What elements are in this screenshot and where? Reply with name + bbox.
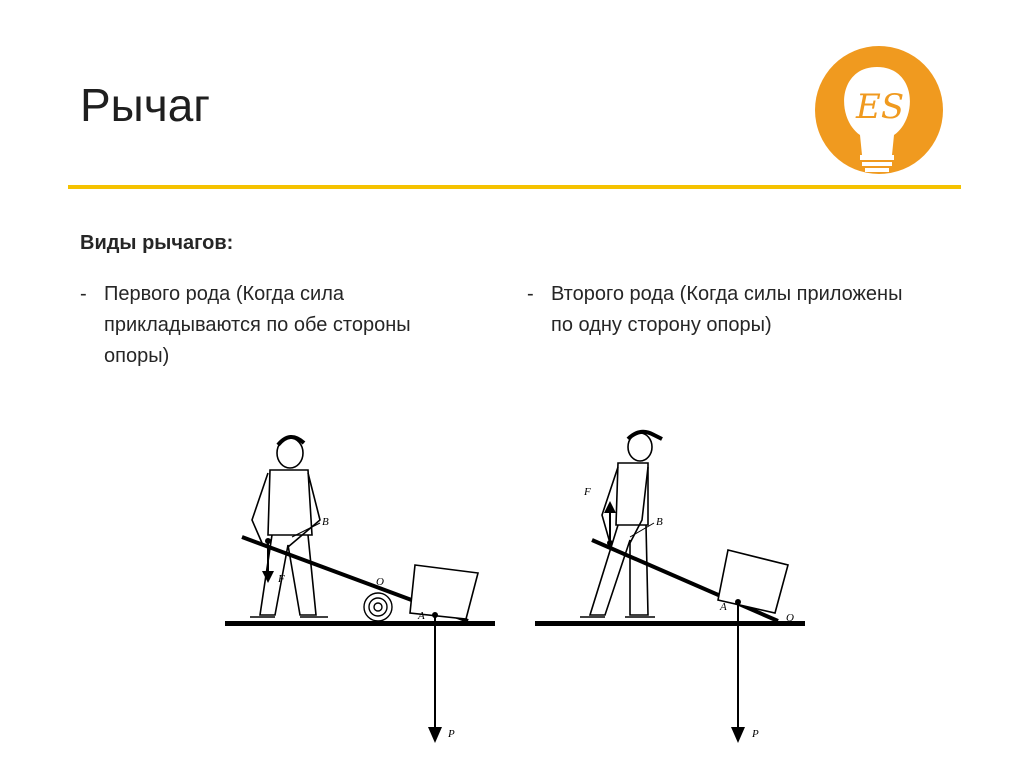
label-O: O <box>786 612 794 624</box>
label-P: P <box>448 728 455 740</box>
label-F: F <box>278 573 285 585</box>
load-box <box>718 550 788 613</box>
label-O: O <box>376 576 384 588</box>
label-B: B <box>656 516 663 528</box>
label-F: F <box>584 486 591 498</box>
slide-title: Рычаг <box>80 79 211 131</box>
lever-first-kind-illustration <box>220 425 500 755</box>
label-A: A <box>720 601 727 613</box>
fulcrum-roller <box>364 593 392 621</box>
subheading: Виды рычагов: <box>80 232 234 254</box>
label-B: B <box>322 516 329 528</box>
lever-second-kind-illustration <box>530 425 810 755</box>
bullet-text: Первого рода (Когда сила прикладываются по обе стороны опоры) <box>104 283 411 367</box>
bullet-dash: - <box>80 283 87 305</box>
label-P: P <box>752 728 759 740</box>
bullet-text: Второго рода (Когда силы приложены по одну сторону опоры) <box>551 283 903 336</box>
title-underline <box>68 185 961 189</box>
bullet-dash: - <box>527 283 534 305</box>
label-A: A <box>418 610 425 622</box>
worker-figure <box>250 437 328 617</box>
lightbulb-logo-icon <box>812 43 946 177</box>
worker-figure <box>580 432 662 617</box>
logo-text: ES <box>856 87 905 127</box>
